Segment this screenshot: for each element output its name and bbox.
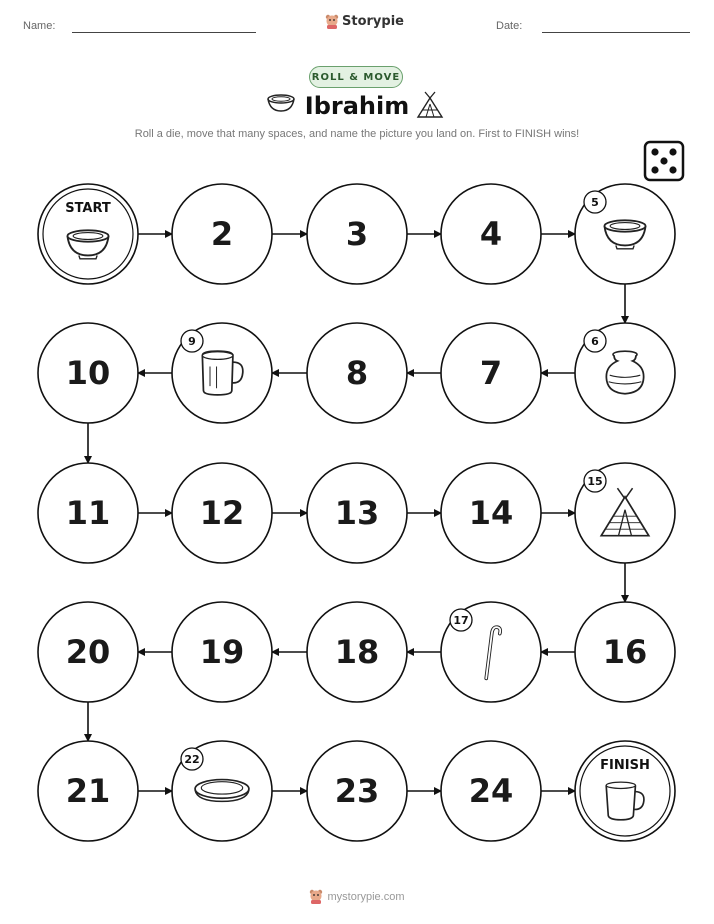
board-space-24[interactable] bbox=[441, 741, 541, 841]
space-number: 14 bbox=[468, 494, 514, 532]
board-space-11[interactable] bbox=[38, 463, 138, 563]
board-space-9[interactable] bbox=[172, 323, 272, 423]
board-space-16[interactable] bbox=[575, 602, 675, 702]
name-label: Name: bbox=[23, 20, 56, 32]
space-label: FINISH bbox=[600, 758, 650, 773]
space-number: 5 bbox=[591, 196, 599, 209]
space-number: 21 bbox=[65, 772, 111, 810]
plate-icon bbox=[195, 780, 249, 802]
board-space-5[interactable] bbox=[575, 184, 675, 284]
instructions: Roll a die, move that many spaces, and name the picture you land on. First to FINISH wins! bbox=[134, 128, 580, 140]
board-space-13[interactable] bbox=[307, 463, 407, 563]
space-number: 13 bbox=[334, 494, 380, 532]
space-number: 7 bbox=[479, 354, 503, 392]
board-space-18[interactable] bbox=[307, 602, 407, 702]
board-space-22[interactable] bbox=[172, 741, 272, 841]
space-number: 12 bbox=[199, 494, 245, 532]
space-number: 18 bbox=[334, 633, 380, 671]
board-space-14[interactable] bbox=[441, 463, 541, 563]
board-space-6[interactable] bbox=[575, 323, 675, 423]
board-space-15[interactable] bbox=[575, 463, 675, 563]
space-number: 4 bbox=[479, 215, 503, 253]
board-space-20[interactable] bbox=[38, 602, 138, 702]
space-number: 19 bbox=[199, 633, 245, 671]
space-number: 23 bbox=[334, 772, 380, 810]
space-label: START bbox=[65, 201, 111, 216]
space-number: 9 bbox=[188, 335, 196, 348]
board-space-23[interactable] bbox=[307, 741, 407, 841]
board-space-7[interactable] bbox=[441, 323, 541, 423]
board-space-12[interactable] bbox=[172, 463, 272, 563]
board-space-17[interactable] bbox=[441, 602, 541, 702]
footer bbox=[0, 889, 714, 904]
space-number: 20 bbox=[65, 633, 111, 671]
space-number: 16 bbox=[602, 633, 648, 671]
space-number: 6 bbox=[591, 335, 599, 348]
space-number: 2 bbox=[210, 215, 234, 253]
board-space-2[interactable] bbox=[172, 184, 272, 284]
page-title: Ibrahim bbox=[304, 92, 410, 120]
board-space-3[interactable] bbox=[307, 184, 407, 284]
space-number: 11 bbox=[65, 494, 111, 532]
space-number: 22 bbox=[184, 753, 200, 766]
board-space-4[interactable] bbox=[441, 184, 541, 284]
space-number: 3 bbox=[345, 215, 369, 253]
board-spaces bbox=[38, 184, 675, 841]
date-label: Date: bbox=[496, 20, 523, 32]
bear-icon bbox=[309, 889, 323, 904]
space-number: 24 bbox=[468, 772, 514, 810]
board-space-8[interactable] bbox=[307, 323, 407, 423]
board-space-19[interactable] bbox=[172, 602, 272, 702]
space-number: 8 bbox=[345, 354, 369, 392]
brand-name: Storypie bbox=[342, 14, 404, 29]
game-type-badge: ROLL & MOVE bbox=[309, 66, 403, 88]
board-space-10[interactable] bbox=[38, 323, 138, 423]
space-number: 15 bbox=[587, 475, 603, 488]
space-number: 10 bbox=[65, 354, 111, 392]
board-space-25[interactable] bbox=[575, 741, 675, 841]
board-space-1[interactable] bbox=[38, 184, 138, 284]
space-number: 17 bbox=[453, 614, 469, 627]
board-space-21[interactable] bbox=[38, 741, 138, 841]
footer-url[interactable]: mystorypie.com bbox=[327, 890, 405, 903]
